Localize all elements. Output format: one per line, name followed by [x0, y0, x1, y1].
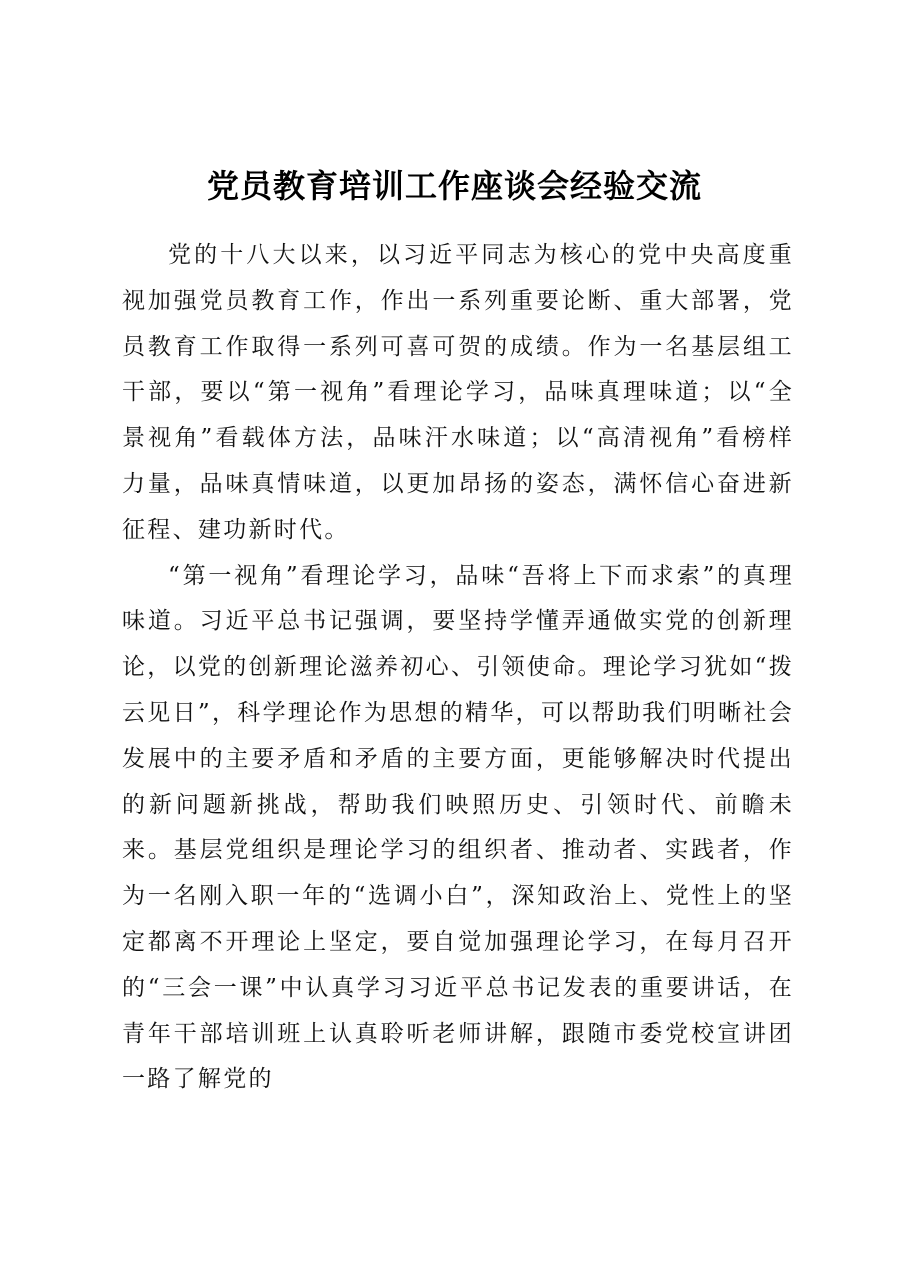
paragraph-1: 党的十八大以来，以习近平同志为核心的党中央高度重视加强党员教育工作，作出一系列重要论断、重大部署，党员教育工作取得一系列可喜可贺的成绩。作为一名基层组工干部，要以“第一视角”看理论学习，品味真理味道；以“全景视角”看载体方法，品味汗水味道；以“高清视角”看榜样力量，品味真情味道，以更加昂扬的姿态，满怀信心奋进新征程、建功新时代。 [122, 242, 794, 543]
document-title: 党员教育培训工作座谈会经验交流 [206, 167, 702, 205]
document-body [122, 233, 794, 1103]
paragraph-2: “第一视角”看理论学习，品味“吾将上下而求索”的真理味道。习近平总书记强调，要坚持学懂弄通做实党的创新理论，以党的创新理论滋养初心、引领使命。理论学习犹如“拨云见日”，科学理论作为思想的精华，可以帮助我们明晰社会发展中的主要矛盾和矛盾的主要方面，更能够解决时代提出的新问题新挑战，帮助我们映照历史、引领时代、前瞻未来。基层党组织是理论学习的组织者、推动者、实践者，作为一名刚入职一年的“选调小白”，深知政治上、党性上的坚定都离不开理论上坚定，要自觉加强理论学习，在每月召开的“三会一课”中认真学习习近平总书记发表的重要讲话，在青年干部培训班上认真聆听老师讲解，跟随市委党校宣讲团一路了解党的 [122, 562, 794, 1093]
